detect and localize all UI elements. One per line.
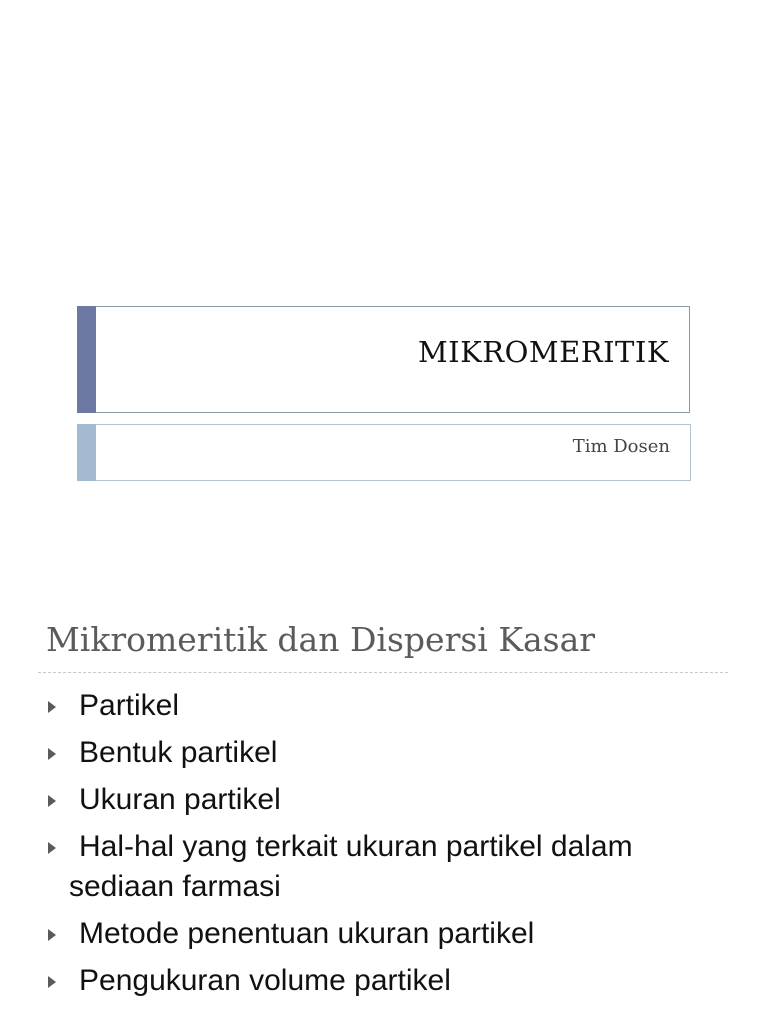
triangle-right-icon (48, 795, 56, 807)
bullet-text: Bentuk partikel (79, 736, 278, 769)
bullet-text: Metode penentuan ukuran partikel (79, 917, 535, 950)
bullet-text-continued: sediaan farmasi (69, 870, 281, 903)
list-item (46, 686, 746, 726)
slide-subtitle: Tim Dosen (572, 436, 670, 457)
list-item (46, 780, 746, 820)
title-box (77, 306, 690, 413)
bullet-text: Pengukuran volume partikel (79, 964, 451, 997)
heading-divider (38, 672, 728, 673)
triangle-right-icon (48, 976, 56, 988)
list-item (46, 914, 746, 954)
slide-title: MIKROMERITIK (417, 335, 669, 369)
bullet-text: Partikel (79, 689, 180, 722)
bullet-text: Hal-hal yang terkait ukuran partikel dalam (79, 830, 633, 863)
subtitle-accent-bar (77, 424, 96, 481)
slide2-heading: Mikromeritik dan Dispersi Kasar (46, 620, 596, 659)
triangle-right-icon (48, 701, 56, 713)
bullet-list (46, 686, 746, 1008)
list-item (46, 733, 746, 773)
triangle-right-icon (48, 842, 56, 854)
title-accent-bar (77, 306, 96, 413)
triangle-right-icon (48, 929, 56, 941)
list-item (46, 961, 746, 1001)
triangle-right-icon (48, 748, 56, 760)
bullet-text: Ukuran partikel (79, 783, 281, 816)
list-item (46, 827, 746, 907)
subtitle-box (77, 424, 691, 481)
